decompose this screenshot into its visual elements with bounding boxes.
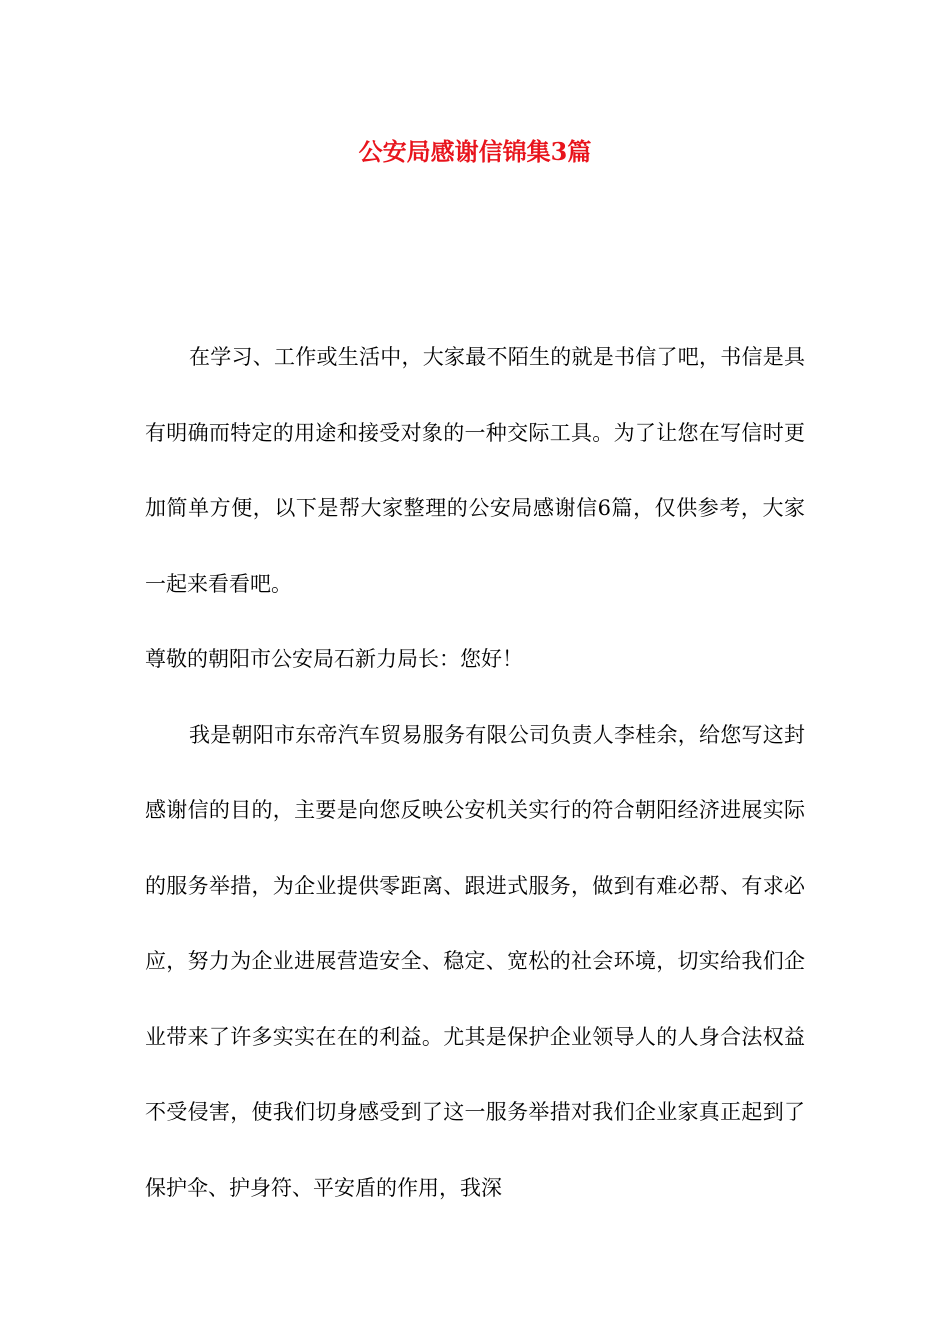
intro-paragraph: 在学习、工作或生活中，大家最不陌生的就是书信了吧，书信是具有明确而特定的用途和接受对象的一种交际工具。为了让您在写信时更加简单方便，以下是帮大家整理的公安局感谢信6篇，仅供参考，大家一起来看看吧。 — [145, 345, 805, 596]
document-body — [145, 320, 805, 1226]
salutation-line: 尊敬的朝阳市公安局石新力局长：您好！ — [145, 647, 523, 671]
letter-paragraph: 我是朝阳市东帝汽车贸易服务有限公司负责人李桂余，给您写这封感谢信的目的，主要是向您反映公安机关实行的符合朝阳经济进展实际的服务举措，为企业提供零距离、跟进式服务，做到有难必帮、有求必应，努力为企业进展营造安全、稳定、宽松的社会环境，切实给我们企业带来了许多实实在在的利益。尤其是保护企业领导人的人身合法权益不受侵害，使我们切身感受到了这一服务举措对我们企业家真正起到了保护伞、护身符、平安盾的作用，我深 — [145, 722, 805, 1200]
document-title: 公安局感谢信锦集3篇 — [358, 137, 592, 166]
